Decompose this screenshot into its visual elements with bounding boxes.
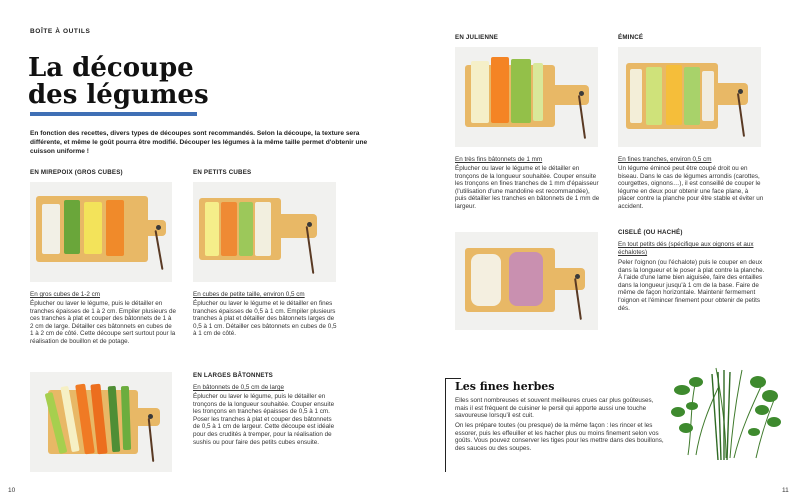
- cisele-subtitle: En tout petits dés (spécifique aux oignons et aux échalotes): [618, 241, 754, 256]
- mirepoix-body: Éplucher ou laver le légume, puis le détailler en tranches épaisses de 1 à 2 cm. Empiler plusieurs de ces tranches à plat et couper des bâtonnets de 1 à 2 cm de large. Détailler ces bâtonnets en cubes de 1 à 2 cm de côté. Cette découpe sert surtout pour la réalisation de bouillon et de potage.: [30, 300, 176, 345]
- julienne-label: EN JULIENNE: [455, 34, 499, 41]
- larges-batonnets-photo: [30, 372, 172, 472]
- cisele-label: CISELÉ (OU HACHÉ): [618, 229, 683, 236]
- julienne-body: Éplucher ou laver le légume et le détailler en tronçons de la longueur souhaitée. Couper ensuite les tronçons en fines tranches de 1 mm d'épaisseur (l'utilisation d'une mandoline est recommandée), puis détailler les tranches en bâtonnets de 1 mm de largeur.: [455, 165, 600, 210]
- page-number-left: 10: [8, 487, 16, 494]
- title-line-2: des légumes: [28, 80, 209, 110]
- intro-text: En fonction des recettes, divers types de découpes sont recommandés. Selon la découpe, la texture sera différente, et même le goût pourra être modifié. Découper les légumes à la même taille permet d'obtenir une cuisson uniforme !: [30, 130, 368, 155]
- herbes-corner-top: [445, 378, 461, 379]
- emince-label: ÉMINCÉ: [618, 34, 644, 41]
- emince-subtitle: En fines tranches, environ 0,5 cm: [618, 156, 712, 163]
- julienne-subtitle: En très fins bâtonnets de 1 mm: [455, 156, 543, 163]
- herbes-body-2: On les prépare toutes (ou presque) de la même façon : les rincer et les essorer, puis les effeuiller et les hacher plus ou moins finement selon vos goûts. Vous pouvez conserver les tiges pour les mettre dans des bouillons, des sauces ou des soupes.: [455, 422, 664, 452]
- herbs-illustration: [666, 360, 784, 470]
- title-underline: [30, 112, 197, 116]
- larges-batonnets-body: Éplucher ou laver le légume, puis le détailler en tronçons de la longueur souhaitée. Couper ensuite les tronçons en tranches épaisses de 0,5 à 1 cm. Poser les tranches à plat et couper des bâtonnets de 0,5 à 1 cm de largeur. Cette découpe est idéale pour des crudités à tremper, pour la réalisation de sushis ou pour faire des petits cubes ensuite.: [193, 393, 335, 446]
- petits-cubes-photo: [193, 182, 336, 282]
- mirepoix-subtitle: En gros cubes de 1-2 cm: [30, 291, 101, 298]
- julienne-photo: [455, 47, 598, 147]
- larges-batonnets-label: EN LARGES BÂTONNETS: [193, 372, 274, 379]
- herbes-body-1: Elles sont nombreuses et souvent meilleures crues car plus goûteuses, mais il est fréquent de cuisiner le persil qui apporte aussi une touche savoureuse lorsqu'il est cuit.: [455, 397, 654, 420]
- page-number-right: 11: [782, 487, 789, 494]
- mirepoix-label: EN MIREPOIX (GROS CUBES): [30, 169, 123, 176]
- larges-batonnets-subtitle: En bâtonnets de 0,5 cm de large: [193, 384, 285, 391]
- title-line-1: La découpe: [28, 53, 194, 83]
- petits-cubes-body: Éplucher ou laver le légume et le détailler en fines tranches épaisses de 0,5 à 1 cm. Empiler plusieurs tranches à plat et détailler des bâtonnets larges de 0,5 à 1 cm. Détailler ces bâtonnets en cubes de 0,5 à 1 cm de côté.: [193, 300, 337, 338]
- herbes-title: Les fines herbes: [455, 380, 555, 393]
- emince-body: Un légume émincé peut être coupé droit ou en biseau. Dans le cas de légumes arrondis (carottes, courgettes, oignons…), il est conseillé de couper le légume en deux pour obtenir une face plane, à placer contre la planche pour être stable et éviter un accident.: [618, 165, 764, 210]
- cisele-photo: [455, 232, 598, 330]
- page-title: [28, 55, 238, 109]
- petits-cubes-label: EN PETITS CUBES: [193, 169, 252, 176]
- herbes-corner-side: [445, 378, 446, 472]
- emince-photo: [618, 47, 761, 147]
- cisele-body: Peler l'oignon (ou l'échalote) puis le couper en deux dans la longueur et le poser à plat contre la planche. À l'aide d'une lame bien aiguisée, faire des entailles dans la longueur jusqu'à 1 cm de la base. Faire de même de façon horizontale. Maintenir fermement l'oignon et l'émincer finement pour obtenir de petits dés.: [618, 259, 765, 312]
- mirepoix-photo: [30, 182, 172, 282]
- petits-cubes-subtitle: En cubes de petite taille, environ 0,5 cm: [193, 291, 305, 298]
- section-kicker: BOÎTE À OUTILS: [30, 28, 91, 35]
